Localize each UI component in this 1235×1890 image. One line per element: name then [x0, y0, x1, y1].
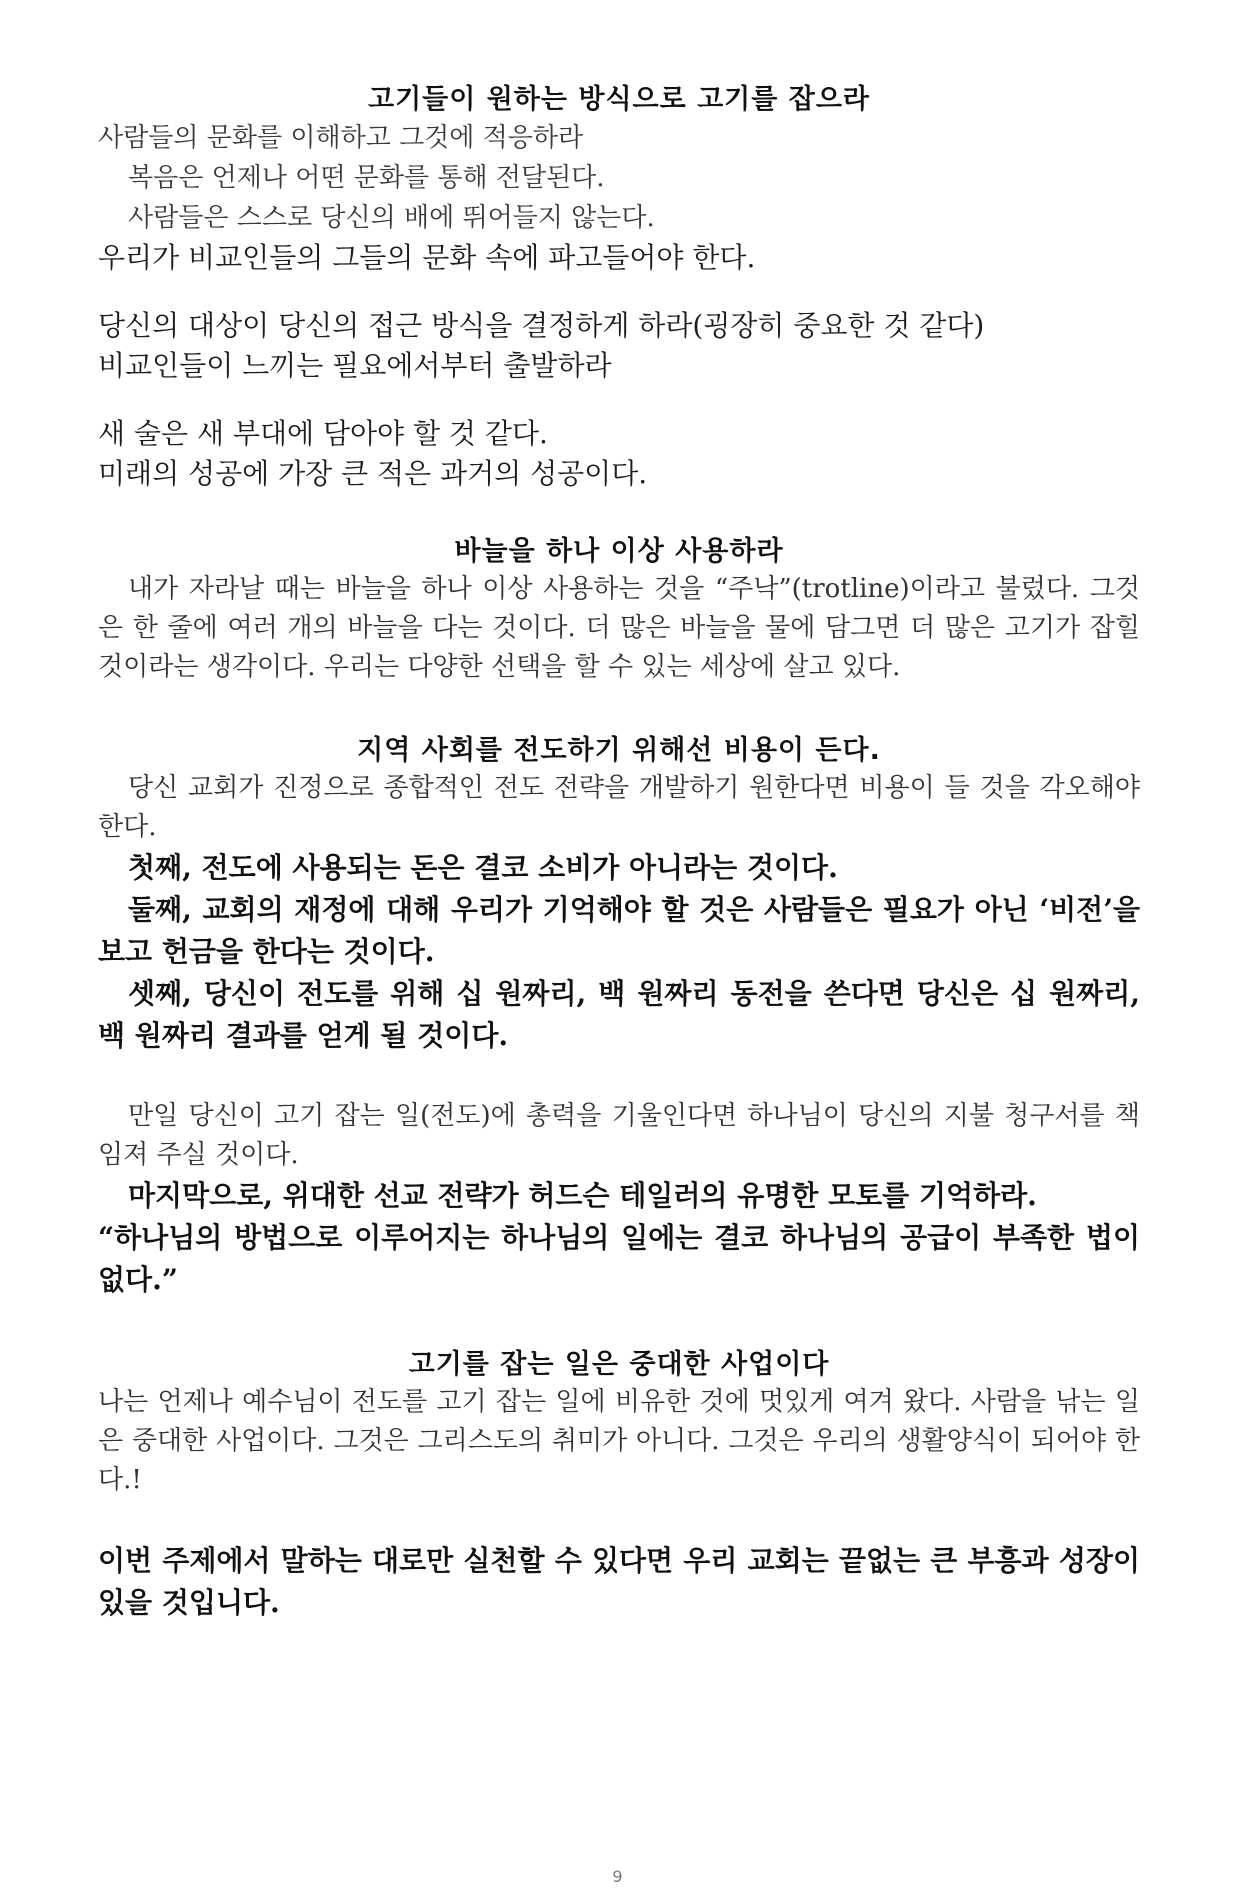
- text-line: 새 술은 새 부대에 담아야 할 것 같다.: [98, 417, 548, 450]
- section-heading-multiple-hooks: 바늘을 하나 이상 사용하라: [454, 536, 784, 567]
- text-line: 우리가 비교인들의 그들의 문화 속에 파고들어야 한다.: [98, 241, 756, 274]
- paragraph: 둘째, 교회의 재정에 대해 우리가 기억해야 할 것은 사람들은 필요가 아닌 ‘비전’을 보고 헌금을 한다는 것이다.: [98, 893, 1140, 968]
- paragraph: 셋째, 당신이 전도를 위해 십 원짜리, 백 원짜리 동전을 쓴다면 당신은 십 원짜리, 백 원짜리 결과를 얻게 될 것이다.: [98, 977, 1140, 1052]
- paragraph: 첫째, 전도에 사용되는 돈은 결코 소비가 아니라는 것이다.: [128, 851, 838, 884]
- text-line: 비교인들이 느끼는 필요에서부터 출발하라: [98, 349, 612, 382]
- closing-paragraph: 이번 주제에서 말하는 대로만 실천할 수 있다면 우리 교회는 끝없는 큰 부흥과 성장이 있을 것입니다.: [98, 1544, 1140, 1619]
- text-line: 복음은 언제나 어떤 문화를 통해 전달된다.: [128, 163, 605, 193]
- text-line: 사람들의 문화를 이해하고 그것에 적응하라: [98, 123, 584, 153]
- text-line: 미래의 성공에 가장 큰 적은 과거의 성공이다.: [98, 457, 648, 490]
- page-number: 9: [612, 1867, 623, 1886]
- text-line: 당신의 대상이 당신의 접근 방식을 결정하게 하라(굉장히 중요한 것 같다): [98, 309, 985, 342]
- section-heading-fishing-method: 고기들이 원하는 방식으로 고기를 잡으라: [368, 84, 870, 115]
- paragraph: 만일 당신이 고기 잡는 일(전도)에 총력을 기울인다면 하나님이 당신의 지불 청구서를 책임져 주실 것이다.: [98, 1101, 1140, 1170]
- paragraph: 당신 교회가 진정으로 종합적인 전도 전략을 개발하기 원한다면 비용이 들 것을 각오해야 한다.: [98, 773, 1140, 842]
- section-heading-evangelism-cost: 지역 사회를 전도하기 위해선 비용이 든다.: [357, 735, 881, 766]
- text-line: 사람들은 스스로 당신의 배에 뛰어들지 않는다.: [128, 203, 655, 233]
- paragraph: 마지막으로, 위대한 선교 전략가 허드슨 테일러의 유명한 모토를 기억하라.: [128, 1179, 1037, 1212]
- section-heading-serious-business: 고기를 잡는 일은 중대한 사업이다: [408, 1349, 830, 1380]
- paragraph: 내가 자라날 때는 바늘을 하나 이상 사용하는 것을 “주낙”(trotline)이라고 불렀다. 그것은 한 줄에 여러 개의 바늘을 다는 것이다. 더 많은 바늘을 물에 담그면 더 많은 고기가 잡힐 것이라는 생각이다. 우리는 다양한 선택을 할 수 있는 세상에 살고 있다.: [98, 574, 1140, 682]
- paragraph: 나는 언제나 예수님이 전도를 고기 잡는 일에 비유한 것에 멋있게 여겨 왔다. 사람을 낚는 일은 중대한 사업이다. 그것은 그리스도의 취미가 아니다. 그것은 우리의 생활양식이 되어야 한다.!: [98, 1387, 1140, 1495]
- document-page: [98, 82, 1140, 1624]
- quote-paragraph: “하나님의 방법으로 이루어지는 하나님의 일에는 결코 하나님의 공급이 부족한 법이 없다.”: [98, 1221, 1140, 1296]
